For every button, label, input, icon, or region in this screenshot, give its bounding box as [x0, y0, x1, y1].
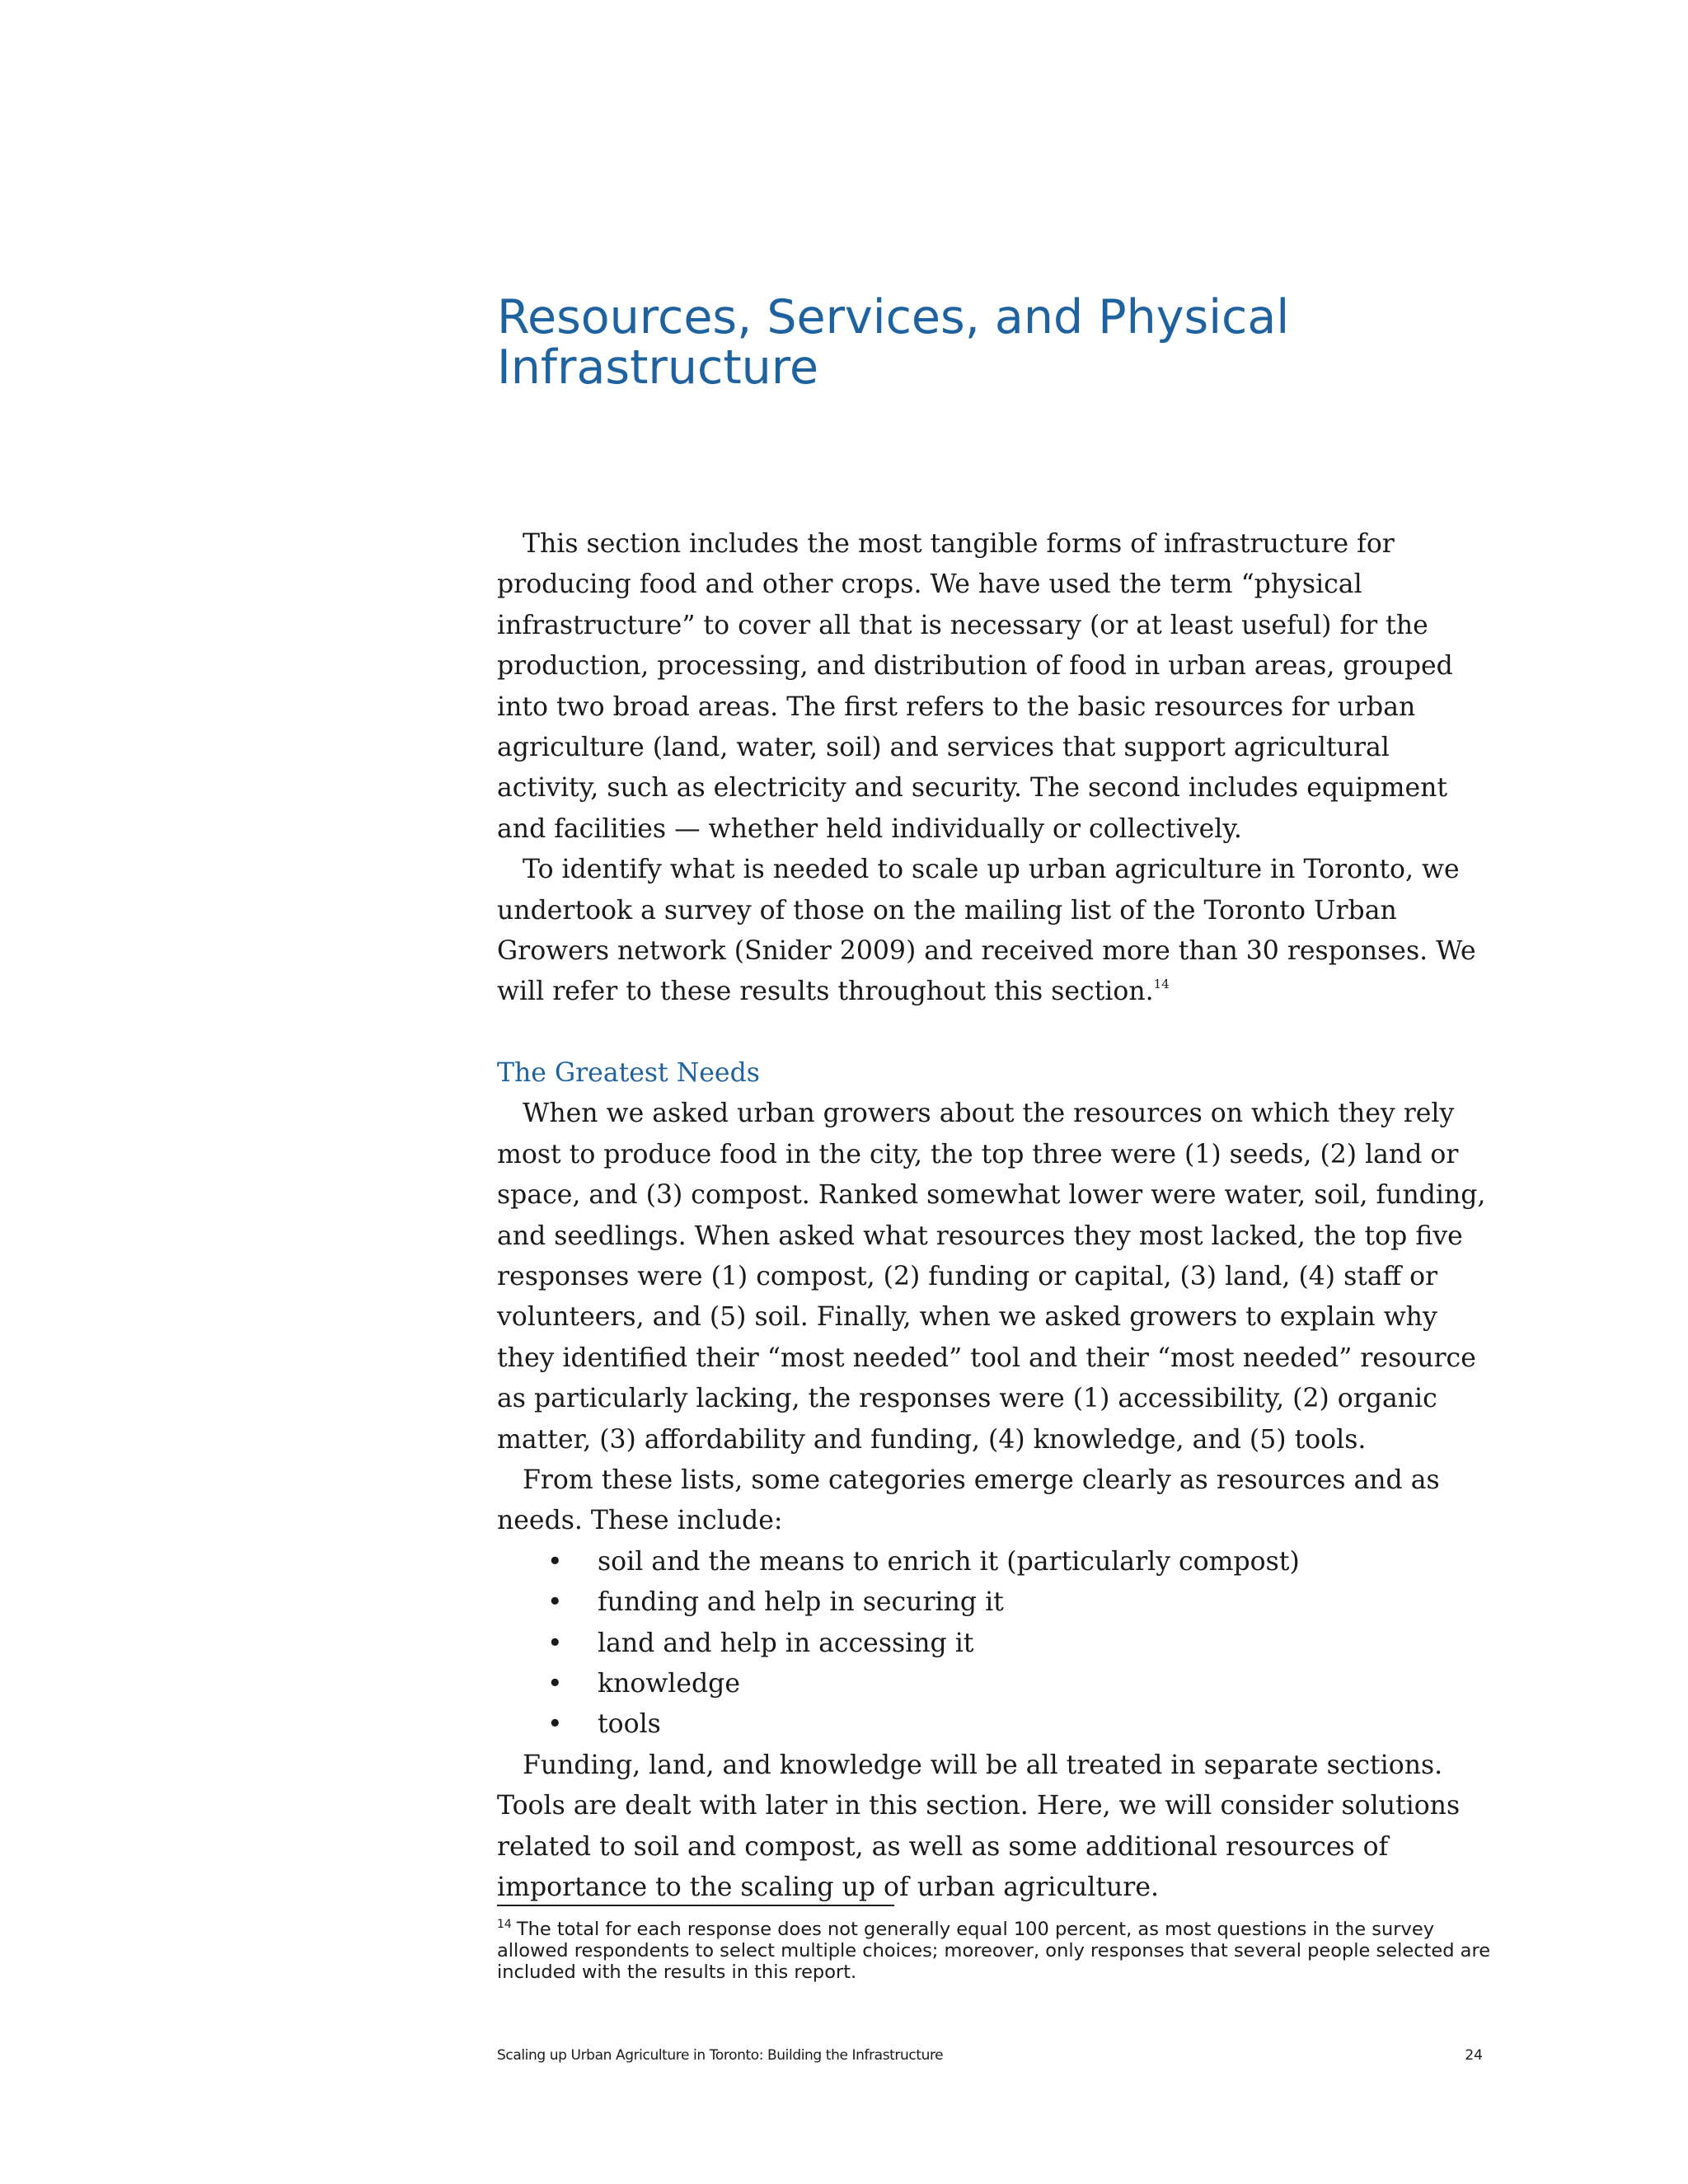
- list-item-text: funding and help in securing it: [598, 1587, 1004, 1618]
- footnote: [497, 1919, 1496, 1983]
- bullet-icon: •: [547, 1587, 563, 1618]
- footnote-divider: [497, 1905, 894, 1906]
- footnote-reference[interactable]: 14: [1153, 977, 1170, 992]
- bullet-icon: •: [547, 1628, 563, 1658]
- needs-bullet-list: [497, 1542, 1496, 1746]
- subheading-greatest-needs: The Greatest Needs: [497, 1057, 760, 1088]
- list-item-text: soil and the means to enrich it (particularly compost): [598, 1546, 1300, 1577]
- section-title: Resources, Services, and Physical Infrastructure: [497, 290, 1290, 395]
- page-number: 24: [1465, 2047, 1483, 2064]
- bullet-icon: •: [547, 1709, 563, 1740]
- list-item-text: land and help in accessing it: [598, 1628, 974, 1658]
- intro-paragraph-2: [497, 850, 1496, 1013]
- list-item: [497, 1542, 1496, 1582]
- greatest-needs-paragraph-2: From these lists, some categories emerge clearly as resources and as needs. These include:: [497, 1465, 1440, 1536]
- list-item: [497, 1704, 1496, 1745]
- greatest-needs-paragraph-3: Funding, land, and knowledge will be all treated in separate sections. Tools are dealt with later in this section. Here, we will consider solutions related to soil and compost, as well as some additional resources of importance to the scaling up of urban agriculture.: [497, 1750, 1461, 1902]
- bullet-icon: •: [547, 1668, 563, 1699]
- footnote-number: 14: [497, 1918, 512, 1931]
- intro-paragraph-2-text: To identify what is needed to scale up urban agriculture in Toronto, we undertook a survey of those on the mailing list of the Toronto Urban Growers network (Snider 2009) and received more than 30 responses. We will refer to these results throughout this section.: [497, 855, 1476, 1007]
- list-item-text: knowledge: [598, 1668, 740, 1699]
- footnote-text: The total for each response does not generally equal 100 percent, as most questions in the survey allowed respondents to select multiple choices; moreover, only responses that several people selected are included with the results in this report.: [497, 1919, 1491, 1983]
- greatest-needs-paragraph-1: When we asked urban growers about the resources on which they rely most to produce food in the city, the top three were (1) seeds, (2) land or space, and (3) compost. Ranked somewhat lower were water, soil, funding, and seedlings. When asked what resources they most lacked, the top five responses were (1) compost, (2) funding or capital, (3) land, (4) staff or volunteers, and (5) soil. Finally, when we asked growers to explain why they identified their “most needed” tool and their “most needed” resource as particularly lacking, the responses were (1) accessibility, (2) organic matter, (3) affordability and funding, (4) knowledge, and (5) tools.: [497, 1099, 1486, 1455]
- body-text: [497, 524, 1496, 1908]
- list-item-text: tools: [598, 1709, 661, 1740]
- bullet-icon: •: [547, 1546, 563, 1577]
- footer-document-title: Scaling up Urban Agriculture in Toronto: Building the Infrastructure: [497, 2047, 944, 2064]
- list-item: [497, 1624, 1496, 1664]
- list-item: [497, 1664, 1496, 1704]
- list-item: [497, 1582, 1496, 1623]
- spacer: [497, 1013, 1496, 1053]
- intro-paragraph-1: This section includes the most tangible forms of infrastructure for producing food and other crops. We have used the term “physical infrastructure” to cover all that is necessary (or at least useful) for the production, processing, and distribution of food in urban areas, grouped into two broad areas. The first refers to the basic resources for urban agriculture (land, water, soil) and services that support agricultural activity, such as electricity and security. The second includes equipment and facilities — whether held individually or collectively.: [497, 529, 1453, 844]
